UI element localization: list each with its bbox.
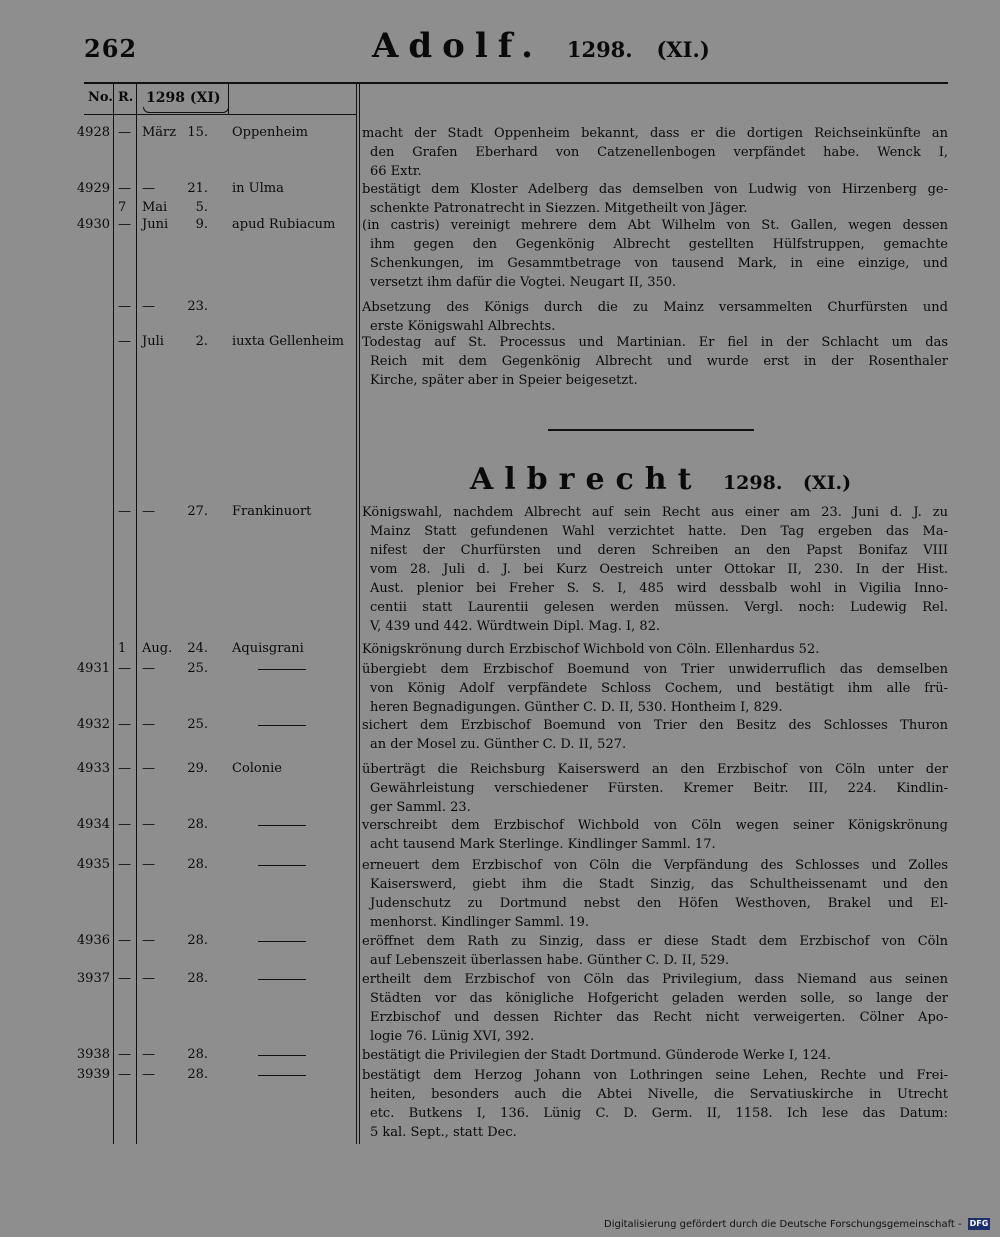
regest-line: erneuert dem Erzbischof von Cöln die Verpfändung des Schlosses und Zolles bbox=[362, 858, 948, 873]
entry-regest bbox=[362, 1046, 948, 1065]
entry-day: 23. bbox=[187, 299, 208, 314]
regest-line: menhorst. Kindlinger Samml. 19. bbox=[370, 915, 589, 930]
header-year: 1298. bbox=[566, 37, 633, 62]
entry-month: — bbox=[142, 299, 155, 314]
entry-day: 27. bbox=[187, 504, 208, 519]
entry-r: 7 bbox=[118, 200, 127, 215]
entry-month: — bbox=[142, 857, 155, 872]
section-year: 1298. bbox=[722, 472, 783, 494]
regest-line: Absetzung des Königs durch die zu Mainz versammelten Churfürsten und bbox=[362, 300, 948, 315]
regest-line: Königswahl, nachdem Albrecht auf sein Recht aus einer am 23. Juni d. J. zu bbox=[362, 505, 948, 520]
entry-number: 3938 bbox=[76, 1047, 110, 1062]
place-dash bbox=[258, 1075, 306, 1076]
regest-line: bestätigt dem Kloster Adelberg das demselben von Ludwig von Hirzenberg ge- bbox=[362, 182, 948, 197]
regest-line: 66 Extr. bbox=[370, 164, 422, 179]
entry-r: — bbox=[118, 857, 131, 872]
entry-number: 4932 bbox=[76, 717, 110, 732]
entry-day: 15. bbox=[187, 125, 208, 140]
entry-month: Juli bbox=[142, 334, 164, 349]
regest-line: sichert dem Erzbischof Boemund von Trier den Besitz des Schlosses Thuron bbox=[362, 718, 948, 733]
entry-place: Oppenheim bbox=[232, 125, 308, 140]
entry-day: 28. bbox=[187, 933, 208, 948]
regest-line: Gewährleistung verschiedener Fürsten. Kremer Beitr. III, 224. Kindlin- bbox=[370, 781, 948, 796]
page-title bbox=[372, 26, 710, 66]
header-rule bbox=[84, 114, 356, 115]
entry-place: in Ulma bbox=[232, 181, 284, 196]
entry-r: — bbox=[118, 181, 131, 196]
regest-line: Kirche, später aber in Speier beigesetzt. bbox=[370, 373, 638, 388]
entry-number: 4930 bbox=[76, 217, 110, 232]
header-indiction: (XI.) bbox=[656, 37, 710, 62]
regest-line: bestätigt die Privilegien der Stadt Dortmund. Günderode Werke I, 124. bbox=[362, 1048, 832, 1063]
regest-line: an der Mosel zu. Günther C. D. II, 527. bbox=[370, 737, 627, 752]
date-brace bbox=[143, 107, 229, 113]
entry-r: 1 bbox=[118, 641, 127, 656]
regest-line: eröffnet dem Rath zu Sinzig, dass er diese Stadt dem Erzbischof von Cöln bbox=[362, 934, 948, 949]
entry-month: — bbox=[142, 504, 155, 519]
col-line-no bbox=[113, 84, 114, 1144]
entry-month: Aug. bbox=[142, 641, 173, 656]
page-header bbox=[0, 26, 1000, 76]
entry-number: 4931 bbox=[76, 661, 110, 676]
section-name: Albrecht bbox=[470, 462, 703, 497]
entry-month: Mai bbox=[142, 200, 168, 215]
regest-line: bestätigt dem Herzog Johann von Lothringen seine Lehen, Rechte und Frei- bbox=[362, 1068, 948, 1083]
entry-day: 21. bbox=[187, 181, 208, 196]
top-rule bbox=[84, 82, 948, 84]
entry-place: apud Rubiacum bbox=[232, 217, 336, 232]
entry-r: — bbox=[118, 125, 131, 140]
col-header-no: No. bbox=[88, 90, 113, 105]
entry-place: Aquisgrani bbox=[232, 641, 304, 656]
place-dash bbox=[258, 725, 306, 726]
page-number: 262 bbox=[84, 34, 138, 63]
entry-number: 3937 bbox=[76, 971, 110, 986]
regest-line: auf Lebenszeit überlassen habe. Günther C. D. II, 529. bbox=[370, 953, 730, 968]
regest-line: logie 76. Lünig XVI, 392. bbox=[370, 1029, 535, 1044]
entry-month: — bbox=[142, 761, 155, 776]
entry-day: 24. bbox=[187, 641, 208, 656]
entry-r: — bbox=[118, 1047, 131, 1062]
regest-line: Reich mit dem Gegenkönig Albrecht und wurde erst in der Rosenthaler bbox=[370, 354, 948, 369]
regest-line: verschreibt dem Erzbischof Wichbold von Cöln wegen seiner Königskrönung bbox=[362, 818, 948, 833]
regest-line: Mainz Statt gefundenen Wahl verzichtet hatte. Den Tag ergeben das Ma- bbox=[370, 524, 948, 539]
place-dash bbox=[258, 941, 306, 942]
entry-day: 28. bbox=[187, 1047, 208, 1062]
entry-regest bbox=[362, 640, 948, 659]
regest-line: 5 kal. Sept., statt Dec. bbox=[370, 1125, 517, 1140]
entry-place: iuxta Gellenheim bbox=[232, 334, 344, 349]
entry-regest bbox=[362, 298, 948, 336]
entry-month: — bbox=[142, 1067, 155, 1082]
entry-number: 4936 bbox=[76, 933, 110, 948]
entry-regest bbox=[362, 856, 948, 932]
entry-regest bbox=[362, 760, 948, 817]
regest-line: acht tausend Mark Sterlinge. Kindlinger Samml. 17. bbox=[370, 837, 716, 852]
entry-day: 28. bbox=[187, 971, 208, 986]
col-header-r: R. bbox=[118, 90, 134, 105]
entry-r: — bbox=[118, 217, 131, 232]
col-line-place bbox=[356, 84, 357, 1144]
entry-r: — bbox=[118, 299, 131, 314]
entry-regest bbox=[362, 932, 948, 970]
regest-line: Erzbischof und dessen Richter das Recht nicht verweigerten. Cölner Apo- bbox=[370, 1010, 948, 1025]
entry-month: — bbox=[142, 933, 155, 948]
col-line-place-2 bbox=[359, 84, 360, 1144]
entry-day: 25. bbox=[187, 661, 208, 676]
entry-number: 4935 bbox=[76, 857, 110, 872]
entry-month: Juni bbox=[142, 217, 169, 232]
regest-line: etc. Butkens I, 136. Lünig C. D. Germ. II, 1158. Ich lese das Datum: bbox=[370, 1106, 948, 1121]
entry-regest bbox=[362, 216, 948, 292]
place-dash bbox=[258, 1055, 306, 1056]
entry-regest bbox=[362, 970, 948, 1046]
entry-number: 4929 bbox=[76, 181, 110, 196]
entry-r: — bbox=[118, 971, 131, 986]
entry-regest bbox=[362, 124, 948, 181]
regest-line: heren Begnadigungen. Günther C. D. II, 530. Hontheim I, 829. bbox=[370, 700, 783, 715]
regest-line: Städten vor das königliche Hofgericht geladen werden solle, so lange der bbox=[370, 991, 948, 1006]
regest-line: von König Adolf verpfändete Schloss Cochem, und bestätigt ihm alle frü- bbox=[370, 681, 948, 696]
dfg-logo: DFG bbox=[969, 1219, 989, 1228]
section-title bbox=[470, 462, 851, 497]
regest-line: schenkte Patronatrecht in Siezzen. Mitgetheilt von Jäger. bbox=[370, 201, 748, 216]
regest-line: Judenschutz zu Dortmund nebst den Höfen Westhoven, Brakel und El- bbox=[370, 896, 948, 911]
regest-line: macht der Stadt Oppenheim bekannt, dass er die dortigen Reichseinkünfte an bbox=[362, 126, 948, 141]
entry-number: 4934 bbox=[76, 817, 110, 832]
regest-line: Schenkungen, im Gesammtbetrage von tausend Mark, in eine einzige, und bbox=[370, 256, 948, 271]
place-dash bbox=[258, 669, 306, 670]
entry-day: 29. bbox=[187, 761, 208, 776]
regest-line: vom 28. Juli d. J. bei Kurz Oestreich unter Ottokar II, 230. In der Hist. bbox=[370, 562, 948, 577]
entry-day: 28. bbox=[187, 1067, 208, 1082]
entry-month: — bbox=[142, 181, 155, 196]
place-dash bbox=[258, 979, 306, 980]
entry-regest bbox=[362, 503, 948, 636]
place-dash bbox=[258, 825, 306, 826]
entry-day: 28. bbox=[187, 817, 208, 832]
header-name: Adolf. bbox=[372, 26, 543, 66]
entry-month: — bbox=[142, 717, 155, 732]
entry-month: März bbox=[142, 125, 177, 140]
regest-line: ihm gegen den Gegenkönig Albrecht gestellten Hülfstruppen, gemachte bbox=[370, 237, 948, 252]
section-indiction: (XI.) bbox=[802, 472, 852, 494]
regest-line: (in castris) vereinigt mehrere dem Abt Wilhelm von St. Gallen, wegen dessen bbox=[362, 218, 948, 233]
regest-line: centii statt Laurentii gelesen werden müssen. Vergl. noch: Ludewig Rel. bbox=[370, 600, 948, 615]
entry-r: — bbox=[118, 504, 131, 519]
regest-line: übergiebt dem Erzbischof Boemund von Trier unwiderruflich das demselben bbox=[362, 662, 948, 677]
entry-r: — bbox=[118, 661, 131, 676]
entry-month: — bbox=[142, 971, 155, 986]
regest-line: ger Samml. 23. bbox=[370, 800, 471, 815]
entry-day: 25. bbox=[187, 717, 208, 732]
entry-r: — bbox=[118, 334, 131, 349]
entry-r: — bbox=[118, 717, 131, 732]
entry-r: — bbox=[118, 1067, 131, 1082]
entry-regest bbox=[362, 180, 948, 218]
regest-line: Aust. plenior bei Freher S. S. I, 485 wird dessbalb wohl in Vigilia Inno- bbox=[370, 581, 948, 596]
entry-regest bbox=[362, 333, 948, 390]
footer-credit: Digitalisierung gefördert durch die Deutsche Forschungsgemeinschaft - bbox=[604, 1219, 962, 1230]
entry-number: 4928 bbox=[76, 125, 110, 140]
regest-line: V, 439 und 442. Würdtwein Dipl. Mag. I, 82. bbox=[370, 619, 661, 634]
section-divider bbox=[548, 429, 754, 431]
regest-line: Kaiserswerd, giebt ihm die Stadt Sinzig, das Schultheissenamt und den bbox=[370, 877, 948, 892]
entry-number: 4933 bbox=[76, 761, 110, 776]
regest-line: versetzt ihm dafür die Vogtei. Neugart II, 350. bbox=[370, 275, 677, 290]
regest-line: nifest der Churfürsten und deren Schreiben an den Papst Bonifaz VIII bbox=[370, 543, 948, 558]
entry-day: 5. bbox=[195, 200, 208, 215]
entry-month: — bbox=[142, 1047, 155, 1062]
col-header-date: 1298 (XI) bbox=[146, 90, 221, 106]
entry-day: 9. bbox=[195, 217, 208, 232]
entry-regest bbox=[362, 716, 948, 754]
regest-line: Königskrönung durch Erzbischof Wichbold von Cöln. Ellenhardus 52. bbox=[362, 642, 820, 657]
regest-line: heiten, besonders auch die Abtei Nivelle, die Servatiuskirche in Utrecht bbox=[370, 1087, 948, 1102]
entry-r: — bbox=[118, 817, 131, 832]
entry-regest bbox=[362, 1066, 948, 1142]
entry-r: — bbox=[118, 761, 131, 776]
entry-r: — bbox=[118, 933, 131, 948]
entry-regest bbox=[362, 816, 948, 854]
entry-month: — bbox=[142, 661, 155, 676]
entry-day: 28. bbox=[187, 857, 208, 872]
entry-place: Frankinuort bbox=[232, 504, 312, 519]
entry-month: — bbox=[142, 817, 155, 832]
entry-number: 3939 bbox=[76, 1067, 110, 1082]
regest-line: erste Königswahl Albrechts. bbox=[370, 319, 556, 334]
regest-line: Todestag auf St. Processus und Martinian. Er fiel in der Schlacht um das bbox=[362, 335, 948, 350]
entry-regest bbox=[362, 660, 948, 717]
entry-day: 2. bbox=[195, 334, 208, 349]
place-dash bbox=[258, 865, 306, 866]
regest-line: den Grafen Eberhard von Catzenellenbogen verpfändet habe. Wenck I, bbox=[370, 145, 948, 160]
regest-line: überträgt die Reichsburg Kaiserswerd an den Erzbischof von Cöln unter der bbox=[362, 762, 948, 777]
col-line-r bbox=[136, 84, 137, 1144]
regest-line: ertheilt dem Erzbischof von Cöln das Privilegium, dass Niemand aus seinen bbox=[362, 972, 948, 987]
entry-place: Colonie bbox=[232, 761, 282, 776]
